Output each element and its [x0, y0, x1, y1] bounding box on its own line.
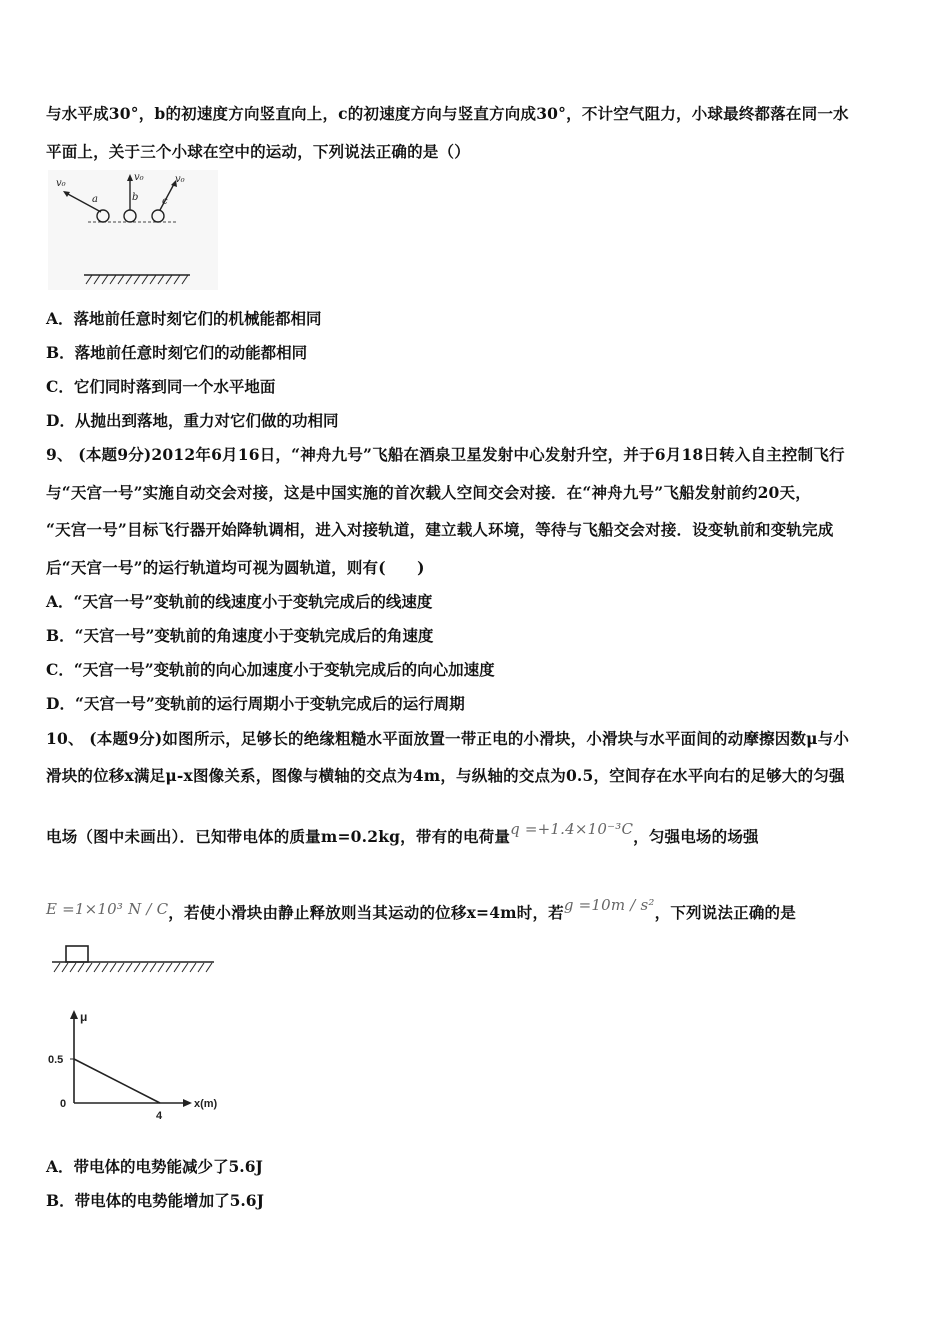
- q8-option-b: B．落地前任意时刻它们的动能都相同: [46, 343, 308, 362]
- q8-option-c: C．它们同时落到同一个水平地面: [46, 377, 276, 396]
- q10-mu-x-graph: [44, 1005, 234, 1125]
- q9-text-line-3: “天宫一号”目标飞行器开始降轨调相，进入对接轨道，建立载人环境，等待与飞船交会对接．设变轨前和变轨完成: [46, 520, 834, 539]
- q9-option-a: A．“天宫一号”变轨前的线速度小于变轨完成后的线速度: [46, 592, 433, 611]
- y-tick-label: 0.5: [48, 1054, 64, 1066]
- charge-formula: q =+1.4×10⁻³C: [510, 820, 634, 838]
- q8-option-d: D．从抛出到落地，重力对它们做的功相同: [46, 411, 339, 430]
- label-c: c: [162, 196, 168, 207]
- q10-line3-text-a: 电场（图中未画出）．已知带电体的质量m=0.2kg，带有的电荷量: [46, 827, 511, 846]
- gravity-formula: g =10m / s²: [563, 896, 655, 914]
- x-axis-label: x(m): [194, 1098, 218, 1110]
- slider-block: [66, 946, 88, 962]
- q10-text-line-4: [46, 896, 796, 923]
- label-a: a: [92, 194, 98, 205]
- label-v-b: v₀: [134, 172, 144, 183]
- q10-line4-text-a: ，若使小滑块由静止释放则当其运动的位移x=4m时，若: [168, 903, 564, 922]
- q9-text-line-1: 9、 (本题9分)2012年6月16日，“神舟九号”飞船在酒泉卫星发射中心发射升空，并于6月18日转入自主控制飞行: [46, 445, 845, 464]
- q8-option-a: A．落地前任意时刻它们的机械能都相同: [46, 309, 322, 328]
- q10-line3-text-b: ，匀强电场的场强: [633, 827, 759, 846]
- q9-option-d: D．“天宫一号”变轨前的运行周期小于变轨完成后的运行周期: [46, 694, 465, 713]
- mu-line: [74, 1059, 160, 1103]
- y-axis-label: μ: [80, 1010, 88, 1024]
- q9-text-line-4: 后“天宫一号”的运行轨道均可视为圆轨道，则有( ): [46, 558, 425, 577]
- q8-projectile-figure: [48, 170, 218, 290]
- q10-option-a: A．带电体的电势能减少了5.6J: [46, 1157, 263, 1176]
- q10-block-figure: [50, 942, 218, 978]
- q10-option-b: B．带电体的电势能增加了5.6J: [46, 1191, 264, 1210]
- q10-line4-text-b: ，下列说法正确的是: [654, 903, 796, 922]
- q9-option-b: B．“天宫一号”变轨前的角速度小于变轨完成后的角速度: [46, 626, 434, 645]
- label-v-c: v₀: [175, 174, 185, 185]
- q8-text-line-2: 平面上，关于三个小球在空中的运动，下列说法正确的是（）: [46, 142, 470, 161]
- q8-text-line-1: 与水平成30°，b的初速度方向竖直向上，c的初速度方向与竖直方向成30°，不计空气阻力，小球最终都落在同一水: [46, 104, 849, 123]
- q10-text-line-3: [46, 820, 759, 847]
- label-b: b: [132, 192, 139, 203]
- origin-label: 0: [60, 1098, 67, 1110]
- field-formula: E =1×10³ N / C: [46, 900, 169, 918]
- q9-option-c: C．“天宫一号”变轨前的向心加速度小于变轨完成后的向心加速度: [46, 660, 495, 679]
- q10-text-line-1: 10、 (本题9分)如图所示，足够长的绝缘粗糙水平面放置一带正电的小滑块，小滑块与水平面间的动摩擦因数μ与小: [46, 729, 850, 748]
- x-tick-label: 4: [156, 1110, 163, 1122]
- q10-text-line-2: 滑块的位移x满足μ-x图像关系，图像与横轴的交点为4m，与纵轴的交点为0.5，空间存在水平向右的足够大的匀强: [46, 766, 845, 785]
- q9-text-line-2: 与“天宫一号”实施自动交会对接，这是中国实施的首次载人空间交会对接．在“神舟九号”飞船发射前约20天，: [46, 483, 811, 502]
- label-v-a: v₀: [56, 178, 66, 189]
